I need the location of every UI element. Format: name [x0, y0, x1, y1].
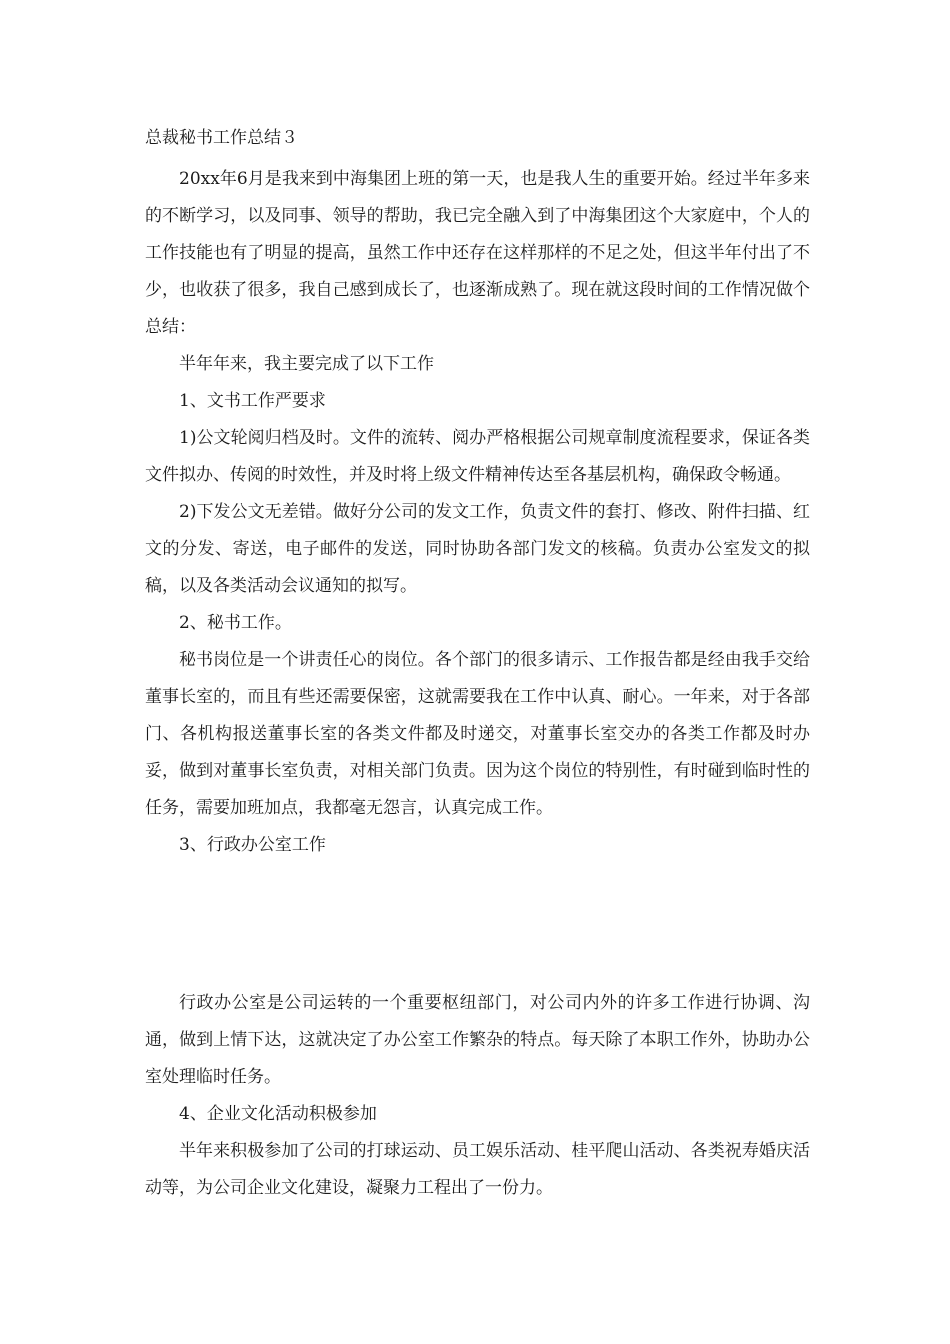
paragraph-item-1-2: 2)下发公文无差错。做好分公司的发文工作，负责文件的套打、修改、附件扫描、红文的分发、寄送，电子邮件的发送，同时协助各部门发文的核稿。负责办公室发文的拟稿，以及各类活动会议通知的拟写。: [145, 502, 810, 596]
paragraph-intro: 20xx年6月是我来到中海集团上班的第一天，也是我人生的重要开始。经过半年多来的不断学习，以及同事、领导的帮助，我已完全融入到了中海集团这个大家庭中，个人的工作技能也有了明显的提高，虽然工作中还存在这样那样的不足之处，但这半年付出了不少，也收获了很多，我自己感到成长了，也逐渐成熟了。现在就这段时间的工作情况做个总结：: [145, 169, 810, 337]
section-heading-4: 4、企业文化活动积极参加: [179, 1104, 377, 1124]
section-heading-1: 1、文书工作严要求: [179, 391, 326, 411]
paragraph-item-1-1: 1)公文轮阅归档及时。文件的流转、阅办严格根据公司规章制度流程要求，保证各类文件拟办、传阅的时效性，并及时将上级文件精神传达至各基层机构，确保政令畅通。: [145, 428, 810, 485]
paragraph-culture: 半年来积极参加了公司的打球运动、员工娱乐活动、桂平爬山活动、各类祝寿婚庆活动等，为公司企业文化建设，凝聚力工程出了一份力。: [145, 1141, 810, 1198]
paragraph-admin-office: 行政办公室是公司运转的一个重要枢纽部门，对公司内外的许多工作进行协调、沟通，做到上情下达，这就决定了办公室工作繁杂的特点。每天除了本职工作外，协助办公室处理临时任务。: [145, 993, 810, 1087]
section-heading-2: 2、秘书工作。: [179, 613, 292, 633]
document-body-main: [145, 161, 810, 864]
document-title: 总裁秘书工作总结３: [145, 128, 298, 148]
document-body-continued: [145, 985, 810, 1207]
paragraph-summary-lead: 半年年来，我主要完成了以下工作: [179, 354, 434, 374]
section-heading-3: 3、行政办公室工作: [179, 835, 326, 855]
paragraph-secretary: 秘书岗位是一个讲责任心的岗位。各个部门的很多请示、工作报告都是经由我手交给董事长室的，而且有些还需要保密，这就需要我在工作中认真、耐心。一年来，对于各部门、各机构报送董事长室的各类文件都及时递交，对董事长室交办的各类工作都及时办妥，做到对董事长室负责，对相关部门负责。因为这个岗位的特别性，有时碰到临时性的任务，需要加班加点，我都毫无怨言，认真完成工作。: [145, 650, 810, 818]
